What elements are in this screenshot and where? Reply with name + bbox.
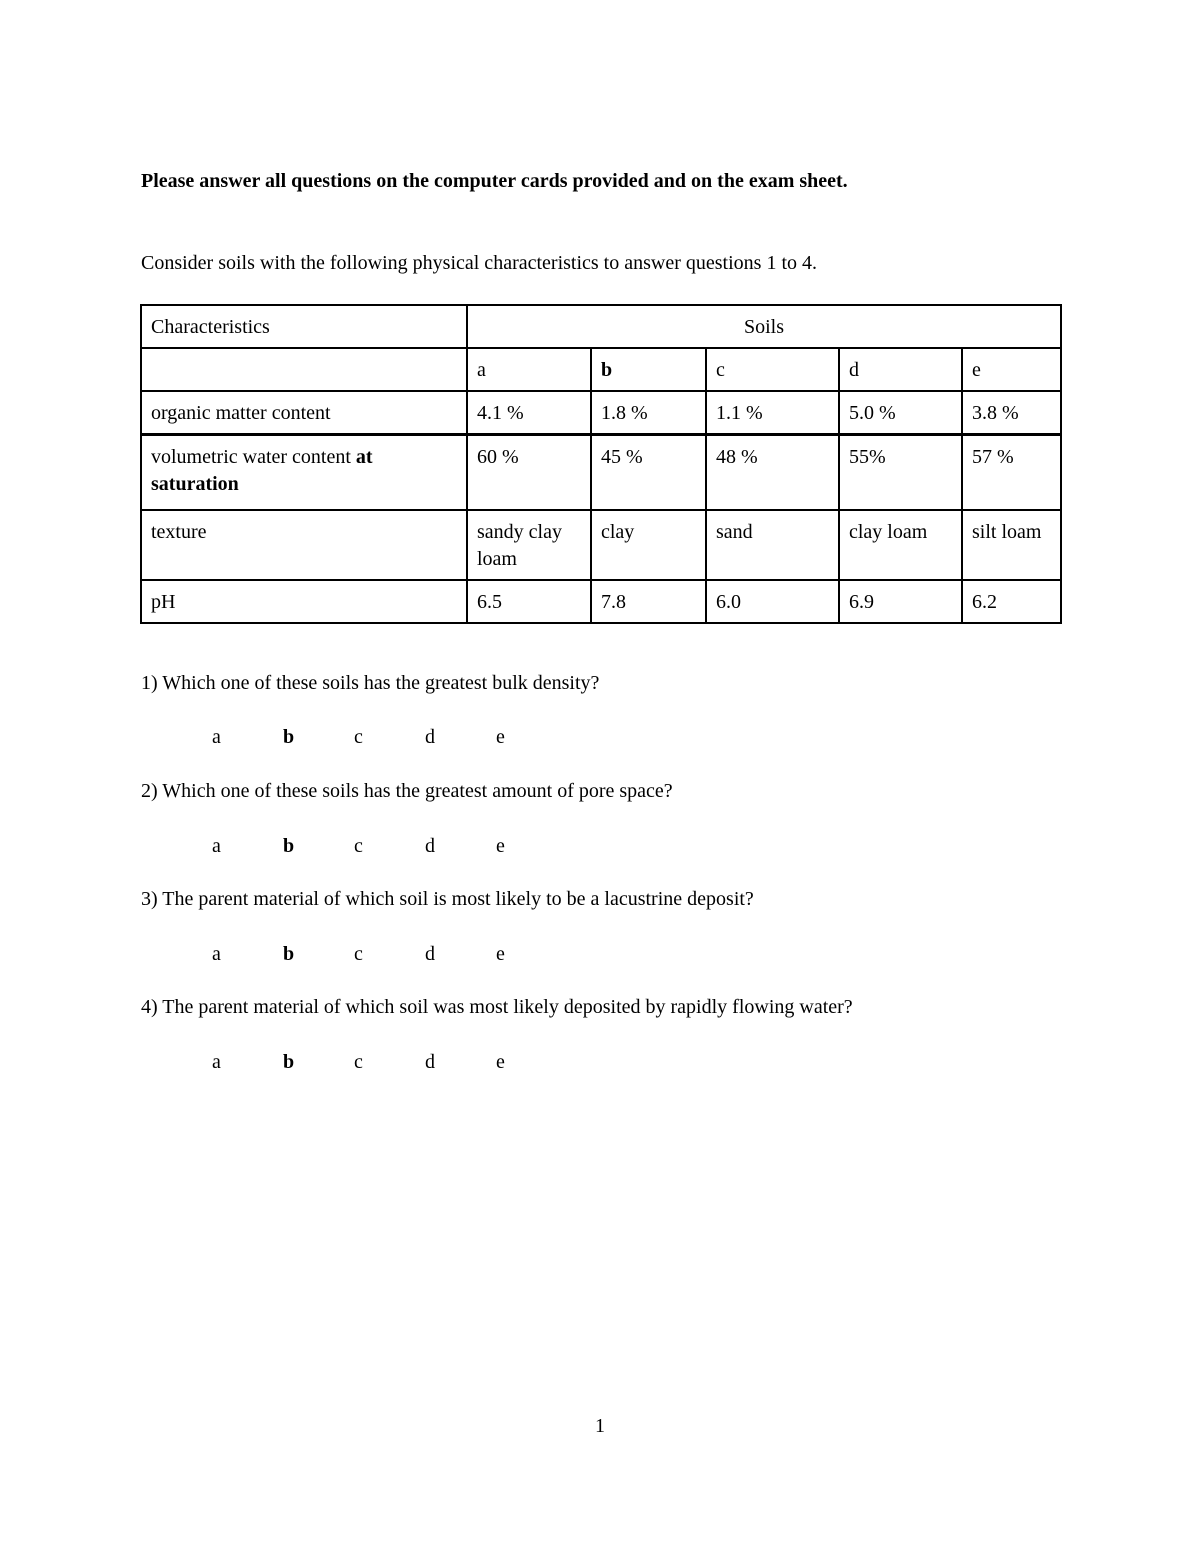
soil-label: b [591, 348, 706, 391]
choice-d[interactable]: d [425, 943, 435, 965]
row-label: organic matter content [141, 391, 467, 435]
table-cell: sandy clay loam [467, 510, 591, 580]
choice-e[interactable]: e [496, 835, 505, 857]
table-cell: 57 % [962, 435, 1061, 510]
table-cell: clay [591, 510, 706, 580]
table-cell: 6.0 [706, 580, 839, 623]
row-label-plain: volumetric water content [151, 446, 356, 468]
question-3: 3) The parent material of which soil is most likely to be a lacustrine deposit? [141, 888, 754, 910]
table-cell: 5.0 % [839, 391, 962, 435]
question-2: 2) Which one of these soils has the greatest amount of pore space? [141, 780, 673, 802]
table-cell: 1.8 % [591, 391, 706, 435]
choice-c[interactable]: c [354, 943, 363, 965]
choice-e[interactable]: e [496, 726, 505, 748]
soil-label: d [839, 348, 962, 391]
choice-a[interactable]: a [212, 1051, 221, 1073]
soil-label: c [706, 348, 839, 391]
choice-a[interactable]: a [212, 835, 221, 857]
choice-b[interactable]: b [283, 943, 295, 965]
question-4: 4) The parent material of which soil was most likely deposited by rapidly flowing water? [141, 996, 853, 1018]
table-cell: 55% [839, 435, 962, 510]
table-header-row [141, 305, 1061, 348]
table-row-organic-matter [141, 391, 1061, 435]
choice-a[interactable]: a [212, 726, 221, 748]
table-row-water-content [141, 435, 1061, 510]
choice-b[interactable]: b [283, 1051, 295, 1073]
exam-instructions: Please answer all questions on the computer cards provided and on the exam sheet. [141, 170, 848, 192]
table-intro: Consider soils with the following physical characteristics to answer questions 1 to 4. [141, 252, 817, 274]
table-cell: silt loam [962, 510, 1061, 580]
table-row-texture [141, 510, 1061, 580]
question-1: 1) Which one of these soils has the greatest bulk density? [141, 672, 600, 694]
table-cell: 45 % [591, 435, 706, 510]
table-cell: sand [706, 510, 839, 580]
table-row-ph [141, 580, 1061, 623]
table-cell: 3.8 % [962, 391, 1061, 435]
choice-a[interactable]: a [212, 943, 221, 965]
soil-label: a [467, 348, 591, 391]
table-cell: clay loam [839, 510, 962, 580]
table-cell: 48 % [706, 435, 839, 510]
choice-c[interactable]: c [354, 835, 363, 857]
row-label-bold: saturation [151, 473, 239, 495]
row-label-bold: at [355, 446, 373, 468]
choice-b[interactable]: b [283, 835, 295, 857]
row-label: texture [141, 510, 467, 580]
table-cell: 6.2 [962, 580, 1061, 623]
table-cell: 1.1 % [706, 391, 839, 435]
answer-choices-2 [212, 835, 567, 858]
table-cell: 7.8 [591, 580, 706, 623]
answer-choices-3 [212, 943, 567, 966]
choice-e[interactable]: e [496, 1051, 505, 1073]
answer-choices-4 [212, 1051, 567, 1074]
table-cell: 6.5 [467, 580, 591, 623]
header-characteristics: Characteristics [141, 305, 467, 348]
table-cell: 6.9 [839, 580, 962, 623]
choice-b[interactable]: b [283, 726, 295, 748]
row-label: pH [141, 580, 467, 623]
soil-label: e [962, 348, 1061, 391]
choice-d[interactable]: d [425, 835, 435, 857]
table-cell: 4.1 % [467, 391, 591, 435]
answer-choices-1 [212, 726, 567, 749]
soil-characteristics-table [140, 304, 1062, 624]
page-number: 1 [595, 1415, 605, 1437]
choice-c[interactable]: c [354, 1051, 363, 1073]
choice-d[interactable]: d [425, 1051, 435, 1073]
choice-e[interactable]: e [496, 943, 505, 965]
soil-label-row [141, 348, 1061, 391]
table-cell: 60 % [467, 435, 591, 510]
header-soils: Soils [467, 305, 1061, 348]
choice-d[interactable]: d [425, 726, 435, 748]
row-label [141, 435, 467, 510]
empty-cell [141, 348, 467, 391]
choice-c[interactable]: c [354, 726, 363, 748]
